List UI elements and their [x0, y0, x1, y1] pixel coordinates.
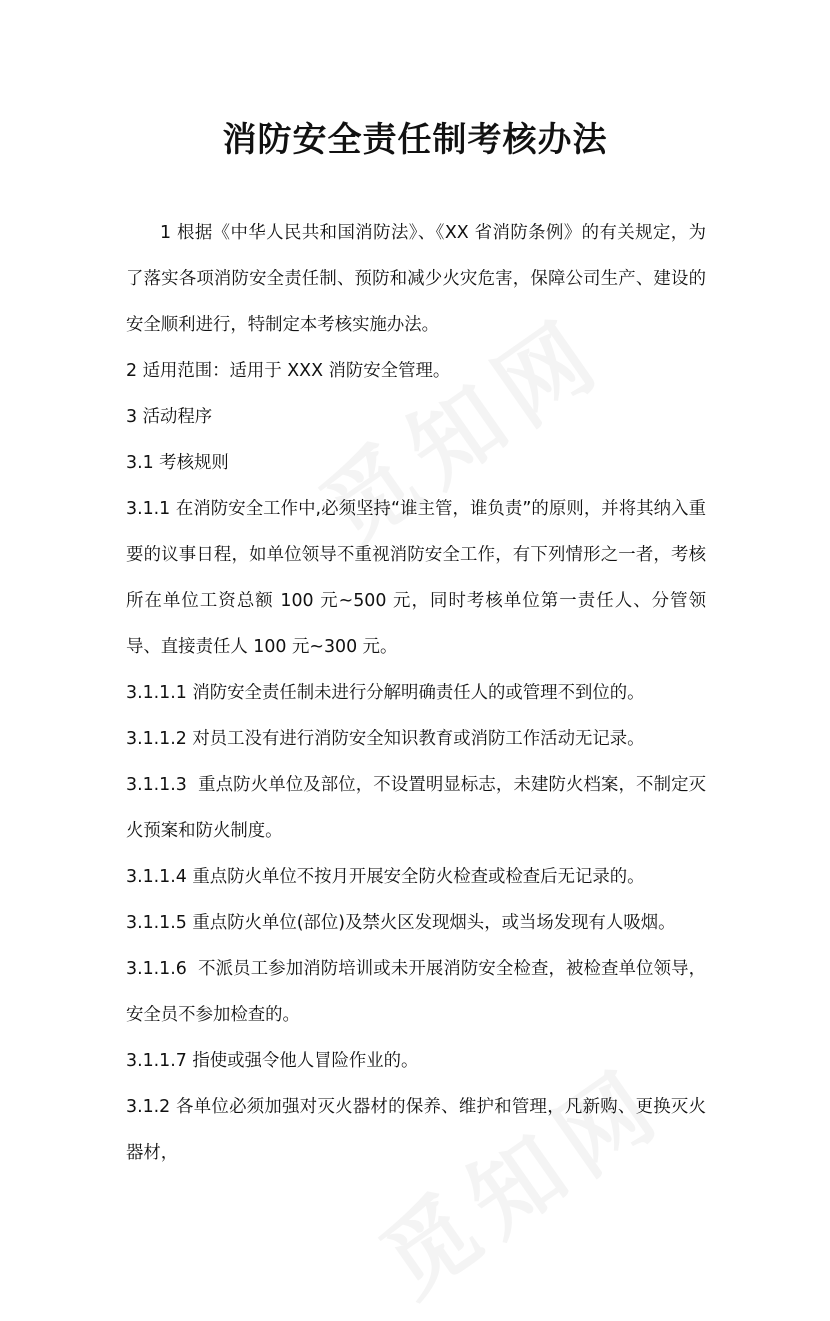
paragraph-3-1-1-7: 3.1.1.7 指使或强令他人冒险作业的。: [126, 1051, 419, 1071]
paragraph-2: 2 适用范围：适用于 XXX 消防安全管理。: [126, 361, 451, 381]
paragraph-3: 3 活动程序: [126, 407, 213, 427]
paragraph-3-1-1-2: 3.1.1.2 对员工没有进行消防安全知识教育或消防工作活动无记录。: [126, 729, 645, 749]
paragraph-3-1-1-4: 3.1.1.4 重点防火单位不按月开展安全防火检查或检查后无记录的。: [126, 867, 645, 887]
paragraph-3-1-1: 3.1.1 在消防安全工作中,必须坚持“谁主管，谁负责”的原则，并将其纳入重要的议事日程，如单位领导不重视消防安全工作，有下列情形之一者，考核所在单位工资总额 100 元~500 元，同时考核单位第一责任人、分管领导、直接责任人 100 元~300 元。: [126, 499, 706, 657]
paragraph-3-1-2: 3.1.2 各单位必须加强对灭火器材的保养、维护和管理，凡新购、更换灭火器材，: [126, 1097, 706, 1163]
paragraph-3-1-1-3: 3.1.1.3 重点防火单位及部位，不设置明显标志，未建防火档案，不制定灭火预案和防火制度。: [126, 775, 706, 841]
document-title: 消防安全责任制考核办法: [222, 120, 608, 160]
paragraph-1: 1 根据《中华人民共和国消防法》、《XX 省消防条例》的有关规定，为了落实各项消防安全责任制、预防和减少火灾危害，保障公司生产、建设的安全顺利进行，特制定本考核实施办法。: [126, 223, 706, 335]
document-body: [126, 210, 706, 1176]
paragraph-3-1-1-1: 3.1.1.1 消防安全责任制未进行分解明确责任人的或管理不到位的。: [126, 683, 645, 703]
paragraph-3-1: 3.1 考核规则: [126, 453, 229, 473]
paragraph-3-1-1-5: 3.1.1.5 重点防火单位(部位)及禁火区发现烟头，或当场发现有人吸烟。: [126, 913, 676, 933]
paragraph-3-1-1-6: 3.1.1.6 不派员工参加消防培训或未开展消防安全检查，被检查单位领导，安全员不参加检查的。: [126, 959, 706, 1025]
